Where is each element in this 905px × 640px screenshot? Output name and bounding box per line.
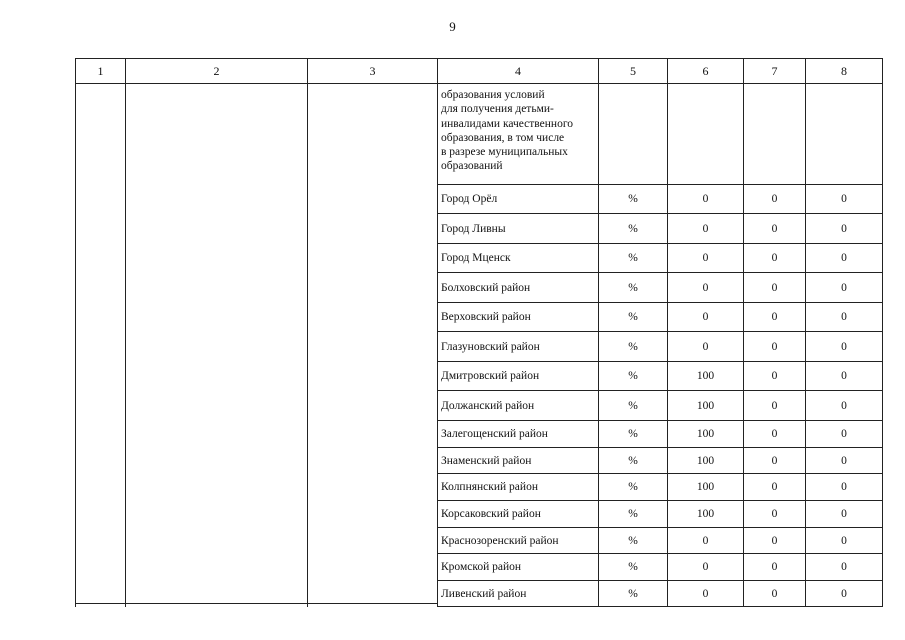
header-cell: 6 (668, 59, 744, 84)
value-col6-cell: 0 (668, 185, 744, 214)
value-col8-cell: 0 (806, 244, 883, 273)
unit-cell: % (599, 581, 668, 607)
unit-cell: % (599, 244, 668, 273)
value-col7-cell: 0 (744, 332, 806, 362)
empty-cell (744, 84, 806, 185)
municipality-name: Город Ливны (438, 214, 599, 244)
header-cell: 3 (308, 59, 438, 84)
value-col7-cell: 0 (744, 474, 806, 501)
value-col8-cell: 0 (806, 448, 883, 474)
value-col6-cell: 0 (668, 214, 744, 244)
unit-cell: % (599, 421, 668, 448)
municipality-name: Ливенский район (438, 581, 599, 607)
value-col6-cell: 0 (668, 303, 744, 332)
header-cell: 1 (76, 59, 126, 84)
municipality-name: Кромской район (438, 554, 599, 581)
unit-cell: % (599, 273, 668, 303)
value-col6-cell: 100 (668, 474, 744, 501)
indicator-line: инвалидами качественного (441, 117, 574, 130)
value-col6-cell: 100 (668, 448, 744, 474)
value-col8-cell: 0 (806, 273, 883, 303)
header-cell: 4 (438, 59, 599, 84)
value-col7-cell: 0 (744, 391, 806, 421)
unit-cell: % (599, 474, 668, 501)
value-col7-cell: 0 (744, 581, 806, 607)
unit-cell: % (599, 501, 668, 528)
municipality-name: Корсаковский район (438, 501, 599, 528)
indicator-line: образования, в том числе (441, 131, 565, 144)
unit-cell: % (599, 391, 668, 421)
value-col8-cell: 0 (806, 303, 883, 332)
value-col6-cell: 0 (668, 273, 744, 303)
value-col8-cell: 0 (806, 581, 883, 607)
value-col7-cell: 0 (744, 273, 806, 303)
municipality-name: Должанский район (438, 391, 599, 421)
municipality-name: Верховский район (438, 303, 599, 332)
value-col7-cell: 0 (744, 528, 806, 554)
empty-cell (806, 84, 883, 185)
unit-cell: % (599, 528, 668, 554)
value-col7-cell: 0 (744, 554, 806, 581)
header-cell: 2 (126, 59, 308, 84)
municipality-name: Город Орёл (438, 185, 599, 214)
column-2-empty-cell (126, 84, 308, 607)
value-col7-cell: 0 (744, 421, 806, 448)
municipality-name: Залегощенский район (438, 421, 599, 448)
column-1-empty-cell (76, 84, 126, 607)
value-col6-cell: 100 (668, 362, 744, 391)
municipality-name: Дмитровский район (438, 362, 599, 391)
value-col7-cell: 0 (744, 244, 806, 273)
value-col6-cell: 100 (668, 501, 744, 528)
municipality-name: Знаменский район (438, 448, 599, 474)
unit-cell: % (599, 303, 668, 332)
value-col7-cell: 0 (744, 303, 806, 332)
value-col6-cell: 100 (668, 421, 744, 448)
municipality-name: Глазуновский район (438, 332, 599, 362)
indicator-line: в разрезе муниципальных (441, 146, 568, 159)
municipality-name: Болховский район (438, 273, 599, 303)
municipality-name: Колпнянский район (438, 474, 599, 501)
value-col6-cell: 0 (668, 554, 744, 581)
municipality-name: Город Мценск (438, 244, 599, 273)
value-col6-cell: 0 (668, 528, 744, 554)
value-col8-cell: 0 (806, 214, 883, 244)
unit-cell: % (599, 448, 668, 474)
value-col8-cell: 0 (806, 362, 883, 391)
value-col8-cell: 0 (806, 528, 883, 554)
value-col6-cell: 0 (668, 244, 744, 273)
value-col7-cell: 0 (744, 501, 806, 528)
value-col8-cell: 0 (806, 391, 883, 421)
value-col7-cell: 0 (744, 185, 806, 214)
municipality-name: Краснозоренский район (438, 528, 599, 554)
column-3-empty-cell (308, 84, 438, 607)
value-col8-cell: 0 (806, 554, 883, 581)
value-col8-cell: 0 (806, 332, 883, 362)
indicator-line: образований (441, 160, 503, 173)
value-col7-cell: 0 (744, 362, 806, 391)
empty-cell (599, 84, 668, 185)
table-bottom-border (75, 603, 437, 604)
page-number: 9 (449, 19, 456, 34)
header-cell: 8 (806, 59, 883, 84)
value-col6-cell: 0 (668, 581, 744, 607)
value-col7-cell: 0 (744, 448, 806, 474)
value-col8-cell: 0 (806, 501, 883, 528)
unit-cell: % (599, 185, 668, 214)
intro-row (76, 84, 883, 185)
value-col6-cell: 0 (668, 332, 744, 362)
header-cell: 7 (744, 59, 806, 84)
unit-cell: % (599, 214, 668, 244)
unit-cell: % (599, 362, 668, 391)
unit-cell: % (599, 332, 668, 362)
data-table (75, 58, 883, 607)
header-row (76, 59, 883, 84)
header-cell: 5 (599, 59, 668, 84)
indicator-description (438, 84, 599, 185)
value-col6-cell: 100 (668, 391, 744, 421)
value-col8-cell: 0 (806, 185, 883, 214)
indicator-line: образования условий (441, 89, 545, 101)
value-col8-cell: 0 (806, 474, 883, 501)
value-col8-cell: 0 (806, 421, 883, 448)
indicator-line: для получения детьми- (441, 103, 554, 116)
empty-cell (668, 84, 744, 185)
unit-cell: % (599, 554, 668, 581)
value-col7-cell: 0 (744, 214, 806, 244)
